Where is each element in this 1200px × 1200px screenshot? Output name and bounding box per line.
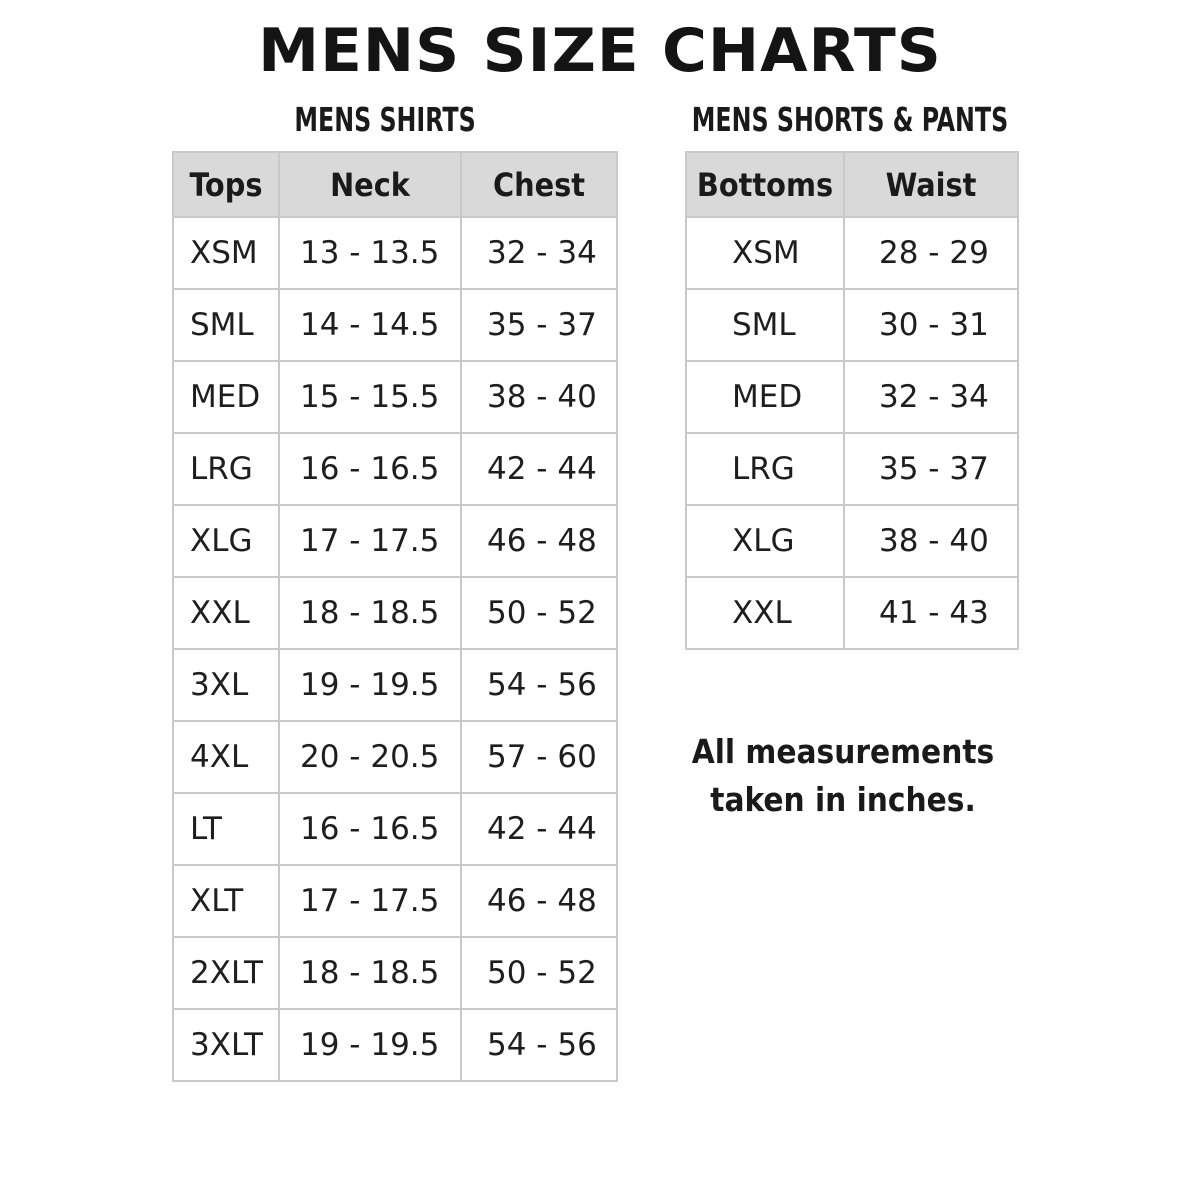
column-header-waist: Waist	[844, 152, 1018, 217]
size-cell: SML	[686, 289, 844, 361]
measurement-note-line-2: taken in inches.	[710, 780, 976, 819]
chest-cell: 38 - 40	[461, 361, 617, 433]
pants-size-table	[685, 151, 1019, 650]
neck-cell: 18 - 18.5	[279, 937, 461, 1009]
chest-cell: 50 - 52	[461, 577, 617, 649]
chest-cell: 57 - 60	[461, 721, 617, 793]
size-cell: SML	[173, 289, 279, 361]
chest-cell: 46 - 48	[461, 505, 617, 577]
size-cell: LT	[173, 793, 279, 865]
measurement-note-line-1: All measurements	[691, 732, 995, 771]
neck-cell: 20 - 20.5	[279, 721, 461, 793]
neck-cell: 13 - 13.5	[279, 217, 461, 289]
size-cell: XSM	[173, 217, 279, 289]
chest-cell: 42 - 44	[461, 433, 617, 505]
neck-cell: 18 - 18.5	[279, 577, 461, 649]
size-cell: 3XL	[173, 649, 279, 721]
waist-cell: 32 - 34	[844, 361, 1018, 433]
page-title: MENS SIZE CHARTS	[258, 16, 942, 86]
chest-cell: 54 - 56	[461, 1009, 617, 1081]
table-row	[173, 217, 617, 289]
size-cell: MED	[173, 361, 279, 433]
table-row	[173, 793, 617, 865]
shirts-header-row	[173, 152, 617, 217]
table-row	[686, 433, 1018, 505]
table-row	[173, 937, 617, 1009]
table-row	[173, 865, 617, 937]
chest-cell: 32 - 34	[461, 217, 617, 289]
size-cell: XXL	[173, 577, 279, 649]
neck-cell: 16 - 16.5	[279, 793, 461, 865]
waist-cell: 28 - 29	[844, 217, 1018, 289]
neck-cell: 17 - 17.5	[279, 505, 461, 577]
table-row	[686, 577, 1018, 649]
pants-section-title: MENS SHORTS & PANTS	[691, 100, 1009, 139]
size-cell: 3XLT	[173, 1009, 279, 1081]
table-row	[173, 577, 617, 649]
neck-cell: 16 - 16.5	[279, 433, 461, 505]
table-row	[686, 289, 1018, 361]
size-cell: LRG	[173, 433, 279, 505]
measurement-note	[690, 728, 996, 824]
size-cell: XLG	[686, 505, 844, 577]
chest-cell: 35 - 37	[461, 289, 617, 361]
chest-cell: 54 - 56	[461, 649, 617, 721]
waist-cell: 35 - 37	[844, 433, 1018, 505]
chest-cell: 46 - 48	[461, 865, 617, 937]
column-header-neck: Neck	[279, 152, 461, 217]
shirts-size-table	[172, 151, 618, 1082]
pants-header-row	[686, 152, 1018, 217]
size-cell: XXL	[686, 577, 844, 649]
size-cell: LRG	[686, 433, 844, 505]
column-header-chest: Chest	[461, 152, 617, 217]
neck-cell: 17 - 17.5	[279, 865, 461, 937]
size-cell: XLT	[173, 865, 279, 937]
neck-cell: 19 - 19.5	[279, 649, 461, 721]
size-cell: XSM	[686, 217, 844, 289]
column-header-bottoms: Bottoms	[686, 152, 844, 217]
size-cell: XLG	[173, 505, 279, 577]
table-row	[686, 505, 1018, 577]
size-cell: 2XLT	[173, 937, 279, 1009]
chest-cell: 50 - 52	[461, 937, 617, 1009]
table-row	[173, 361, 617, 433]
table-row	[686, 361, 1018, 433]
size-cell: 4XL	[173, 721, 279, 793]
shirts-section-title: MENS SHIRTS	[294, 100, 476, 139]
table-row	[173, 289, 617, 361]
chest-cell: 42 - 44	[461, 793, 617, 865]
table-row	[173, 1009, 617, 1081]
table-row	[686, 217, 1018, 289]
waist-cell: 38 - 40	[844, 505, 1018, 577]
table-row	[173, 721, 617, 793]
table-row	[173, 433, 617, 505]
neck-cell: 19 - 19.5	[279, 1009, 461, 1081]
table-row	[173, 649, 617, 721]
neck-cell: 15 - 15.5	[279, 361, 461, 433]
column-header-tops: Tops	[173, 152, 279, 217]
waist-cell: 30 - 31	[844, 289, 1018, 361]
table-row	[173, 505, 617, 577]
size-cell: MED	[686, 361, 844, 433]
waist-cell: 41 - 43	[844, 577, 1018, 649]
neck-cell: 14 - 14.5	[279, 289, 461, 361]
